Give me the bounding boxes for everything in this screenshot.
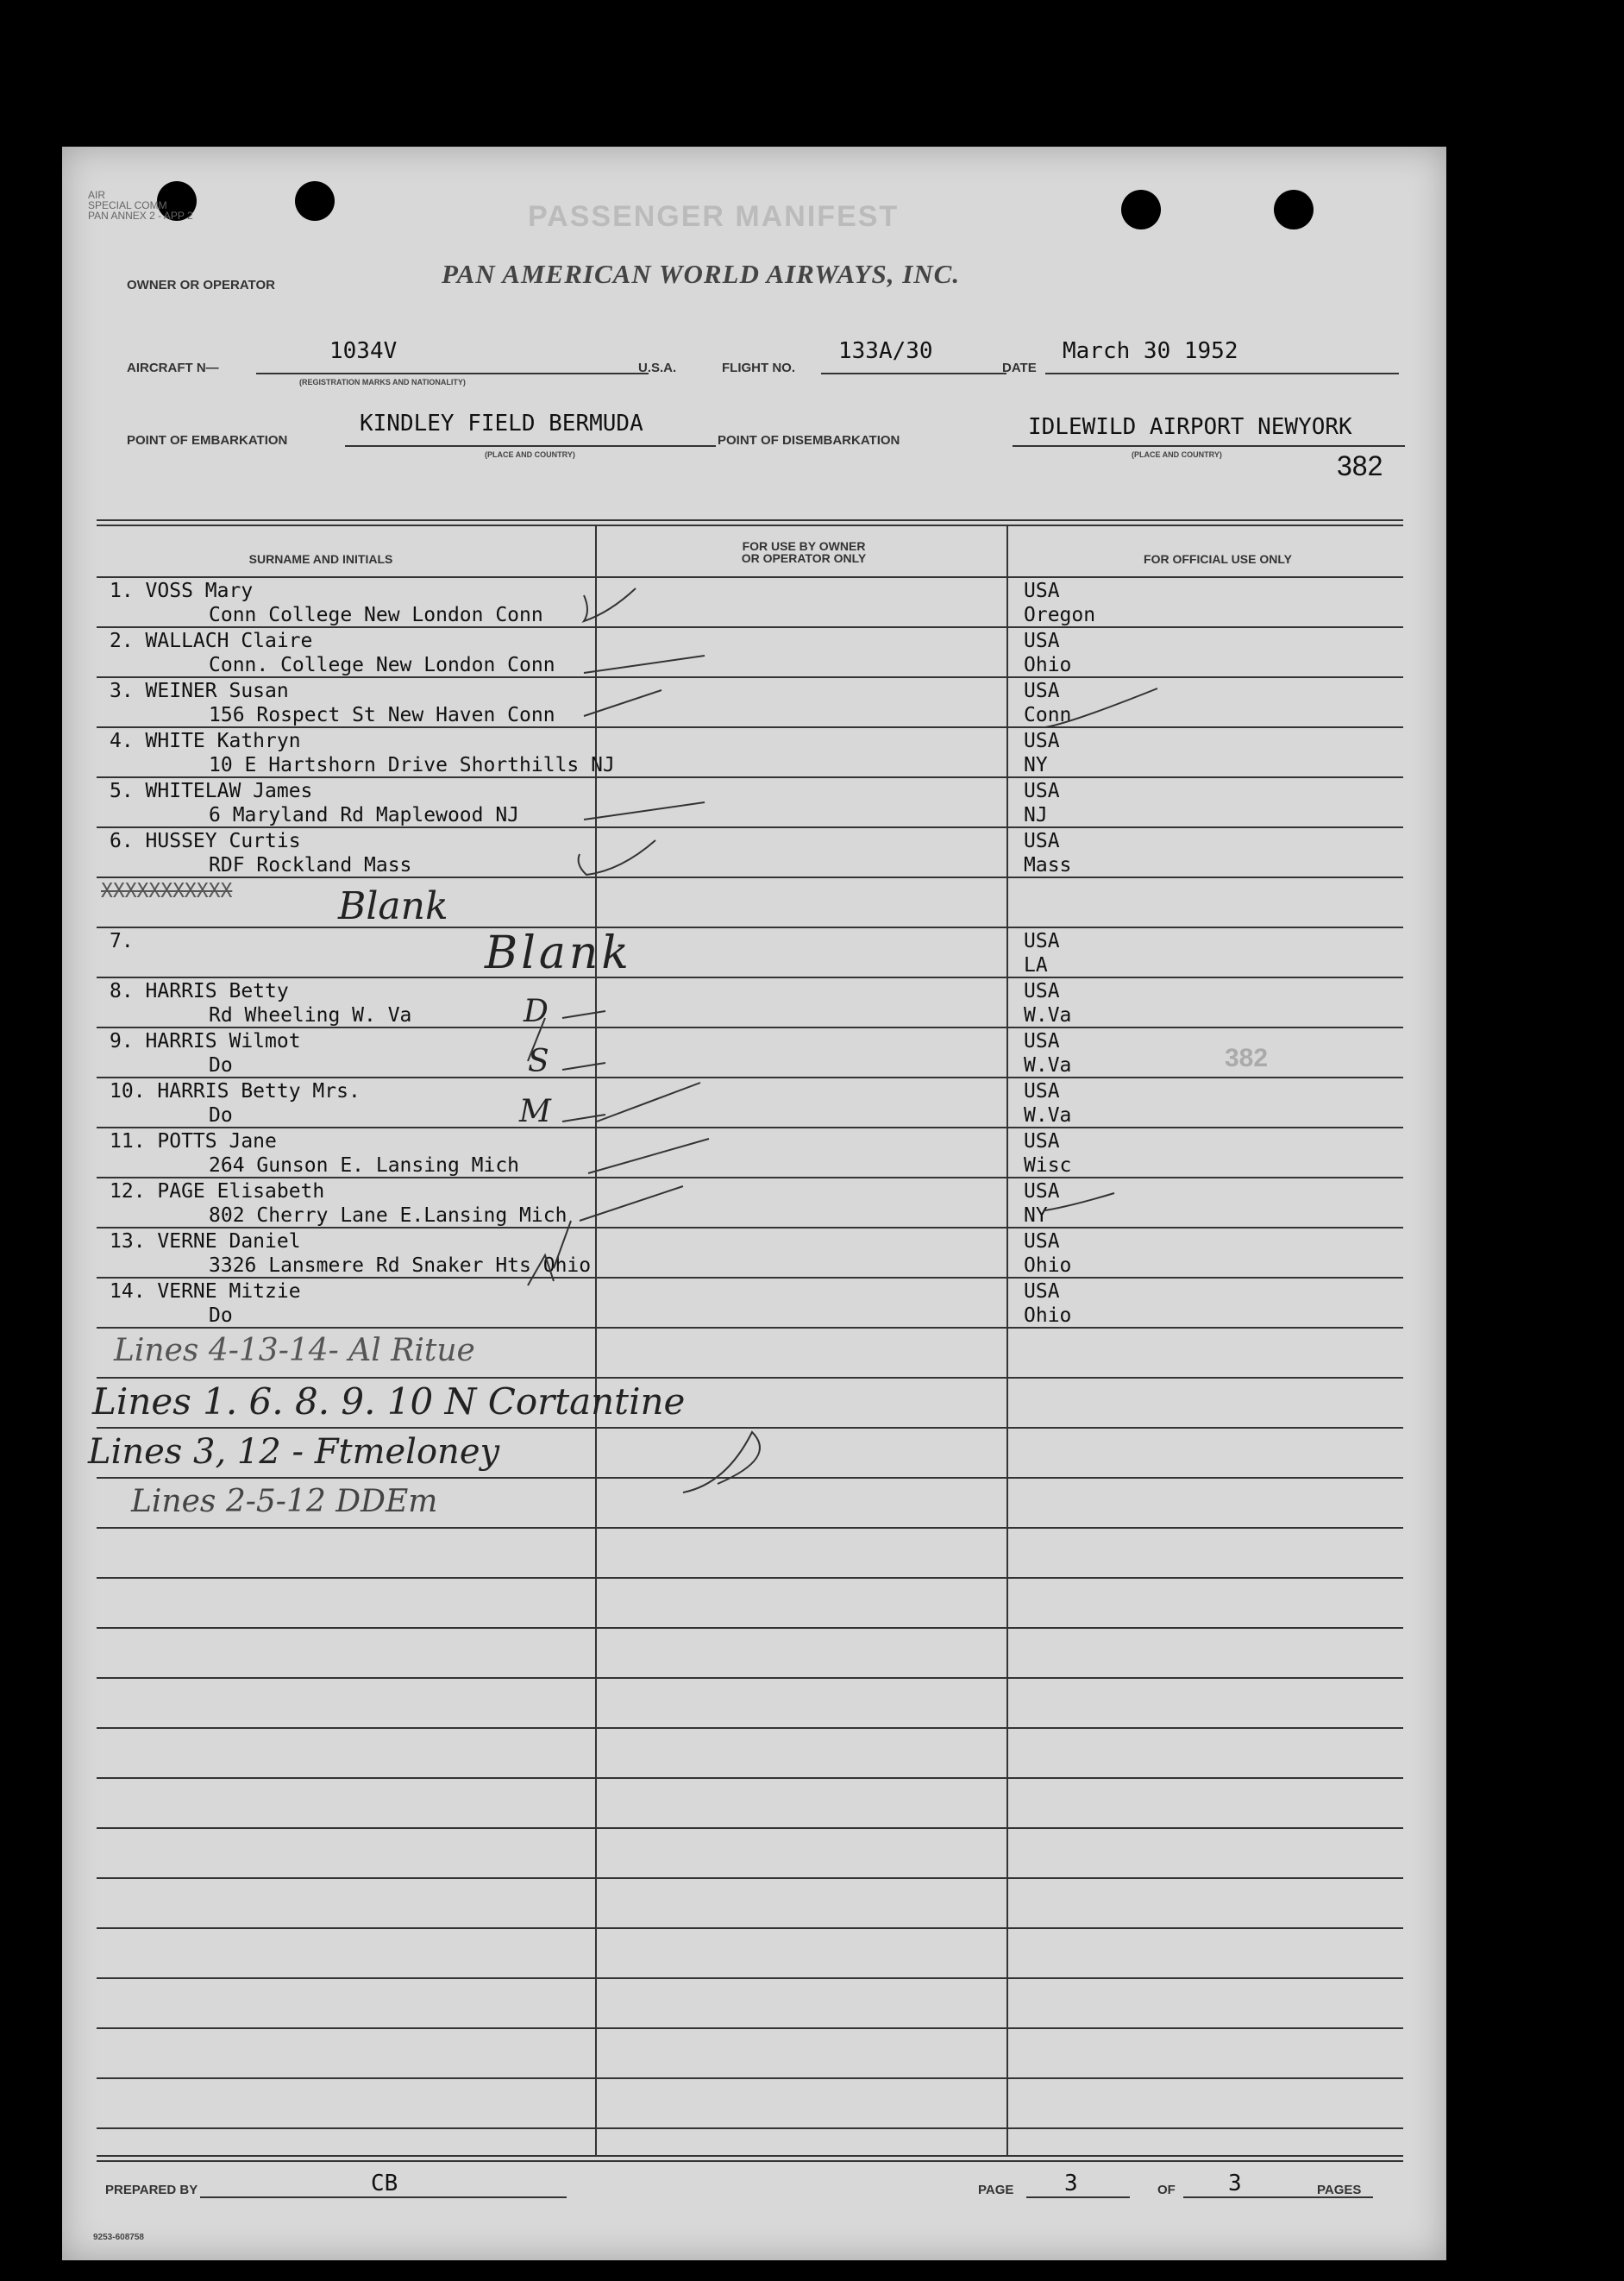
passenger-address: Conn. College New London Conn <box>209 654 555 676</box>
usa-label: U.S.A. <box>638 361 677 375</box>
date-value: March 30 1952 <box>1063 338 1238 364</box>
of-label: OF <box>1157 2183 1176 2197</box>
official-state: Wisc <box>1024 1154 1072 1177</box>
passenger-name: 4. WHITE Kathryn <box>110 730 301 752</box>
embark-label: POINT OF EMBARKATION <box>127 433 288 448</box>
passenger-name: 14. VERNE Mitzie <box>110 1280 301 1303</box>
passenger-address: RDF Rockland Mass <box>209 854 412 877</box>
official-state: W.Va <box>1024 1004 1072 1027</box>
pages-label: PAGES <box>1317 2183 1362 2197</box>
passenger-name: 3. WEINER Susan <box>110 680 289 702</box>
faint-page-number: 382 <box>1225 1044 1269 1072</box>
official-state: W.Va <box>1024 1054 1072 1077</box>
passenger-address: Do <box>209 1304 233 1327</box>
passenger-address: 6 Maryland Rd Maplewood NJ <box>209 804 520 826</box>
passenger-name: 13. VERNE Daniel <box>110 1230 301 1253</box>
official-state: W.Va <box>1024 1104 1072 1127</box>
handwritten-note: Lines 3, 12 - Ftmeloney <box>88 1432 500 1472</box>
passenger-address: Do <box>209 1054 233 1077</box>
embark-sub: (PLACE AND COUNTRY) <box>485 450 575 459</box>
form-title: PASSENGER MANIFEST <box>528 200 900 233</box>
prepared-by-underline <box>200 2196 567 2198</box>
official-state: NY <box>1024 1204 1048 1227</box>
official-country: USA <box>1024 1130 1060 1153</box>
aircraft-label: AIRCRAFT N— <box>127 361 219 375</box>
check-mark <box>584 588 636 621</box>
flight-label: FLIGHT NO. <box>722 361 795 375</box>
official-country: USA <box>1024 630 1060 652</box>
col-header-official: FOR OFFICIAL USE ONLY <box>1144 552 1292 566</box>
handwritten-note: Lines 4-13-14- Al Ritue <box>114 1333 475 1368</box>
official-country: USA <box>1024 780 1060 802</box>
check-mark <box>580 1186 683 1221</box>
stamp-line: SPECIAL COMM <box>88 199 167 211</box>
check-mark <box>562 1063 605 1070</box>
official-state: Ohio <box>1024 1304 1072 1327</box>
page-number: 382 <box>1337 450 1383 481</box>
check-mark <box>588 1139 709 1173</box>
check-mark <box>584 690 662 716</box>
handwritten-mark: D <box>524 994 549 1029</box>
aircraft-value: 1034V <box>329 338 398 364</box>
check-mark <box>1045 1193 1114 1210</box>
passenger-name: 5. WHITELAW James <box>110 780 313 802</box>
passenger-name: 10. HARRIS Betty Mrs. <box>110 1080 361 1103</box>
disembark-value: IDLEWILD AIRPORT NEWYORK <box>1028 414 1352 440</box>
handwritten-mark: M <box>519 1094 551 1129</box>
official-state: NY <box>1024 754 1048 776</box>
official-country: USA <box>1024 1180 1060 1203</box>
official-country: USA <box>1024 980 1060 1002</box>
handwritten-mark: S <box>528 1044 549 1079</box>
of-value: 3 <box>1228 2171 1242 2196</box>
official-country: USA <box>1024 1280 1060 1303</box>
passenger-address: Do <box>209 1104 233 1127</box>
date-label: DATE <box>1002 361 1037 375</box>
passenger-address: Rd Wheeling W. Va <box>209 1004 412 1027</box>
prepared-by-label: PREPARED BY <box>105 2183 198 2197</box>
check-mark <box>584 802 705 820</box>
official-state: Conn <box>1024 704 1072 726</box>
passenger-name: 8. HARRIS Betty <box>110 980 289 1002</box>
col-header-owner-use: FOR USE BY OWNER OR OPERATOR ONLY <box>741 539 867 565</box>
aircraft-sub: (REGISTRATION MARKS AND NATIONALITY) <box>299 378 466 386</box>
page-underline <box>1026 2196 1130 2198</box>
official-country: USA <box>1024 1230 1060 1253</box>
page-label: PAGE <box>978 2183 1014 2197</box>
form-code: 9253-608758 <box>93 2233 144 2242</box>
stamp-line: AIR <box>88 189 106 201</box>
passenger-address: 10 E Hartshorn Drive Shorthills NJ <box>209 754 615 776</box>
check-mark <box>528 1255 554 1285</box>
official-state: Ohio <box>1024 654 1072 676</box>
checkmark-strokes <box>62 147 1446 2260</box>
check-mark <box>597 1083 700 1122</box>
handwritten-blank: Blank <box>485 927 632 979</box>
prepared-by-value: CB <box>371 2171 398 2196</box>
disembark-label: POINT OF DISEMBARKATION <box>718 433 900 448</box>
official-state: LA <box>1024 954 1048 977</box>
passenger-name: 6. HUSSEY Curtis <box>110 830 301 852</box>
passenger-name: 11. POTTS Jane <box>110 1130 277 1153</box>
passenger-name: 7. <box>110 930 134 952</box>
passenger-address: 264 Gunson E. Lansing Mich <box>209 1154 520 1177</box>
passenger-address: 156 Rospect St New Haven Conn <box>209 704 555 726</box>
official-state: Oregon <box>1024 604 1096 626</box>
check-mark <box>1045 688 1157 727</box>
official-country: USA <box>1024 1080 1060 1103</box>
handwritten-note: Lines 1. 6. 8. 9. 10 N Cortantine <box>92 1380 686 1423</box>
official-state: NJ <box>1024 804 1048 826</box>
official-country: USA <box>1024 930 1060 952</box>
official-country: USA <box>1024 580 1060 602</box>
handwritten-blank: Blank <box>338 884 448 928</box>
col-header-surname: SURNAME AND INITIALS <box>248 552 393 566</box>
passenger-name: 9. HARRIS Wilmot <box>110 1030 301 1053</box>
official-country: USA <box>1024 1030 1060 1053</box>
check-mark <box>683 1432 760 1492</box>
official-state: Ohio <box>1024 1254 1072 1277</box>
owner-name: PAN AMERICAN WORLD AIRWAYS, INC. <box>442 259 961 289</box>
passenger-name: 1. VOSS Mary <box>110 580 254 602</box>
manifest-sheet <box>62 147 1446 2260</box>
stamp-line: PAN ANNEX 2 - APP 2 <box>88 210 193 222</box>
owner-label: OWNER OR OPERATOR <box>127 278 275 292</box>
embark-value: KINDLEY FIELD BERMUDA <box>360 411 643 437</box>
official-state: Mass <box>1024 854 1072 877</box>
check-mark <box>554 1221 571 1268</box>
struck-out-entry: XXXXXXXXXXX <box>101 880 233 902</box>
handwritten-note: Lines 2-5-12 DDEm <box>131 1484 438 1519</box>
passenger-address: 3326 Lansmere Rd Snaker Hts Ohio <box>209 1254 592 1277</box>
passenger-name: 12. PAGE Elisabeth <box>110 1180 325 1203</box>
passenger-address: Conn College New London Conn <box>209 604 543 626</box>
official-country: USA <box>1024 730 1060 752</box>
check-mark <box>579 840 655 875</box>
passenger-name: 2. WALLACH Claire <box>110 630 313 652</box>
check-mark <box>562 1011 605 1018</box>
disembark-sub: (PLACE AND COUNTRY) <box>1132 450 1222 459</box>
flight-value: 133A/30 <box>838 338 933 364</box>
official-country: USA <box>1024 830 1060 852</box>
page-value: 3 <box>1064 2171 1078 2196</box>
check-mark <box>528 1018 545 1061</box>
check-mark <box>584 656 705 673</box>
official-country: USA <box>1024 680 1060 702</box>
passenger-address: 802 Cherry Lane E.Lansing Mich <box>209 1204 567 1227</box>
